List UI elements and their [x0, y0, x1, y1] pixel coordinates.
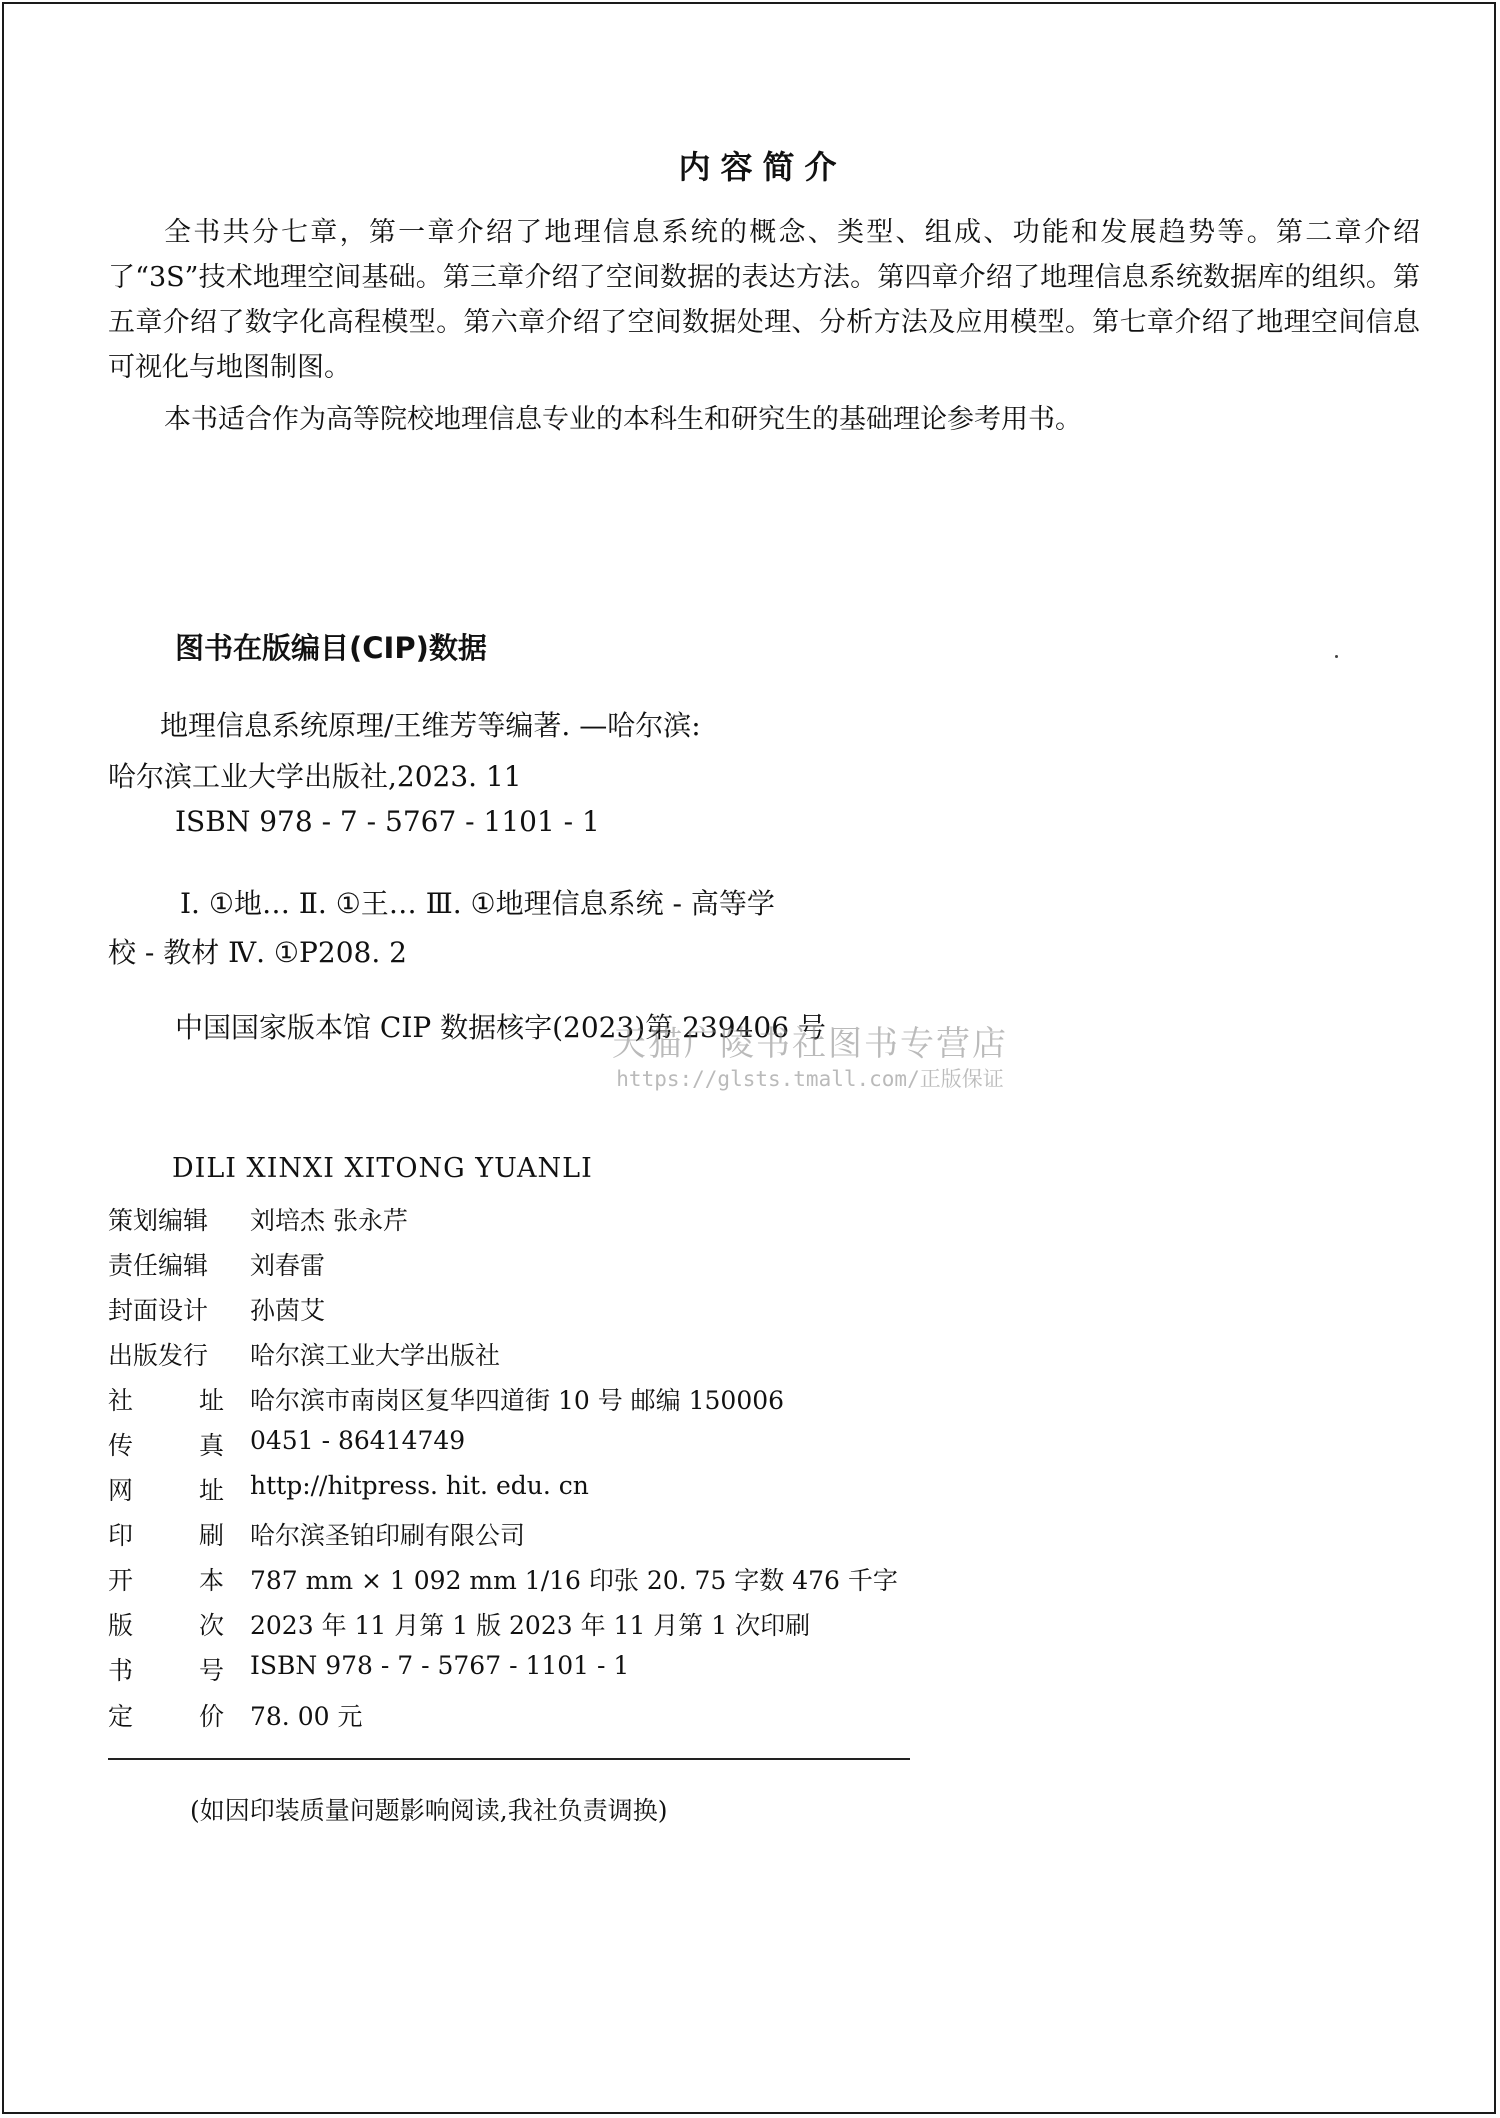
info-label: 定 价	[108, 1702, 224, 1731]
info-label: 印 刷	[108, 1521, 224, 1550]
cip-line: 哈尔滨工业大学出版社,2023. 11	[108, 760, 522, 793]
info-label: 出版发行	[108, 1341, 209, 1370]
info-value: 哈尔滨市南岗区复华四道街 10 号 邮编 150006	[250, 1386, 785, 1415]
info-value: 2023 年 11 月第 1 版 2023 年 11 月第 1 次印刷	[250, 1611, 811, 1640]
info-value: 0451 - 86414749	[250, 1426, 466, 1455]
scan-speck	[1335, 655, 1338, 658]
cip-line: 地理信息系统原理/王维芳等编著. —哈尔滨:	[160, 709, 701, 742]
cip-heading: 图书在版编目(CIP)数据	[175, 631, 487, 665]
cip-line: 校 - 教材 Ⅳ. ①P208. 2	[108, 936, 407, 969]
info-value: 哈尔滨圣铂印刷有限公司	[250, 1521, 526, 1550]
divider-line	[108, 1758, 910, 1760]
info-value: http://hitpress. hit. edu. cn	[250, 1471, 589, 1500]
info-value: 哈尔滨工业大学出版社	[250, 1341, 501, 1370]
info-label: 社 址	[108, 1386, 224, 1415]
info-value: 刘培杰 张永芹	[250, 1206, 408, 1235]
info-value: ISBN 978 - 7 - 5767 - 1101 - 1	[250, 1651, 630, 1680]
watermark-text: 天猫广陵书社图书专营店	[612, 1024, 1008, 1064]
info-label: 书 号	[108, 1656, 224, 1685]
info-value: 787 mm × 1 092 mm 1/16 印张 20. 75 字数 476 千字	[250, 1566, 898, 1595]
info-label: 封面设计	[108, 1296, 209, 1325]
book-title-pinyin: DILI XINXI XITONG YUANLI	[172, 1153, 593, 1184]
info-label: 网 址	[108, 1476, 224, 1505]
cip-line: Ⅰ. ①地… Ⅱ. ①王… Ⅲ. ①地理信息系统 - 高等学	[180, 887, 775, 920]
info-label: 责任编辑	[108, 1251, 209, 1280]
summary-paragraph-1: 全书共分七章，第一章介绍了地理信息系统的概念、类型、组成、功能和发展趋势等。第二章介绍了“3S”技术地理空间基础。第三章介绍了空间数据的表达方法。第四章介绍了地理信息系统数据库的组织。第五章介绍了数字化高程模型。第六章介绍了空间数据处理、分析方法及应用模型。第七章介绍了地理空间信息可视化与地图制图。	[108, 217, 1420, 383]
info-label: 传 真	[108, 1431, 224, 1460]
cip-line: ISBN 978 - 7 - 5767 - 1101 - 1	[175, 805, 600, 838]
info-label: 版 次	[108, 1611, 224, 1640]
summary-paragraph-2: 本书适合作为高等院校地理信息专业的本科生和研究生的基础理论参考用书。	[164, 404, 1082, 435]
info-value: 刘春雷	[250, 1251, 326, 1280]
cip-number-line: 中国国家版本馆 CIP 数据核字(2023)第 239406 号	[175, 1011, 826, 1044]
watermark-url: https://glsts.tmall.com/正版保证	[616, 1067, 1004, 1091]
info-label: 策划编辑	[108, 1206, 209, 1235]
info-label: 开 本	[108, 1566, 224, 1595]
content-summary-title: 内容简介	[678, 148, 847, 186]
info-value: 78. 00 元	[250, 1702, 363, 1731]
info-value: 孙茵艾	[250, 1296, 326, 1325]
quality-notice: (如因印装质量问题影响阅读,我社负责调换)	[190, 1796, 668, 1825]
